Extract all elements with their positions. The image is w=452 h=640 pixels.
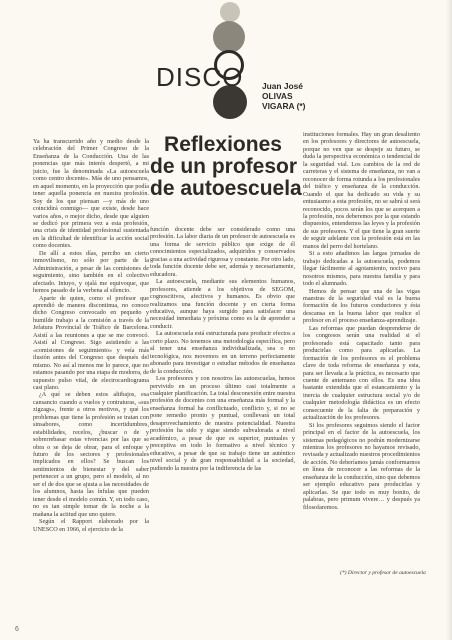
- article-column-1: [33, 138, 149, 533]
- paragraph: ¿A qué se deben estos altibajos, esa cansancio cuando a vuelos y contraturas, «sus zigzags», frente a otros motivos, y qué los problemas que tiene la profesión se tratan con sinsabores, como incertidumbres, estabilidades, recelos, ¿buscar o de y sobrerrebasar estas vivencias por las que se obra o se deja de obrar, para el enfoque y futuro de los sectores y profesionales implicados en ellos? Se buscan los sentimientos de bienestar y del saber pertenecer a un grupo, pero el modelo, al no ser el de dos que se ajusta a las necesidades de los alumnos, hasta las ínfulas que pueden tener desde el modelo común. Y, en todo caso, no es tan simple tomar de la noche a la mañana la actitud que uno quiere.: [33, 391, 149, 518]
- article-column-2: [150, 226, 295, 472]
- page-edge-shadow: [446, 0, 452, 640]
- paragraph: función docente debe ser considerado como una profesión. La labor diaria de un profesor de autoescuela es una forma de servicio público que exige de él conocimientos especializados, adquiridos y conservados gracias a una actividad rigurosa y constante. Por otro lado, toda función docente debe ser, además y necesariamente, educadora.: [150, 226, 295, 278]
- paragraph: Si a esto añadimos las largas jornadas de trabajo dedicadas a la autoescuela, podemos llegar fácilmente al agotamiento, nocivo para nosotros mismos, para nuestra familia y para todo el alumnado.: [303, 250, 420, 288]
- headline-line-3: de autoescuela: [150, 177, 302, 200]
- paragraph: De allí a estos días, percibo un cierto inmovilismo, no sólo por parte de la Administración, a pesar de las comisiones de seguimiento, sino también en el colectivo afectado. Intuyo, y ojalá me equivoque, que hemos pasado de la verbena al silencio.: [33, 249, 149, 295]
- paragraph: Ya ha transcurrido año y medio desde la celebración del Primer Congreso de la Enseñanza de la Conducción. Una de las ponencias que más interés despertó, a mi juicio, fue la denominada «La autoescuela como centro docente». Más de uno pensamos, en aquel momento, en la proyección que podía tener aquella ponencia en nuestra profesión. Soy de los que piensan —y más de uno coincidirá conmigo— que existe, desde hace varios años, o mejor dicho, desde que alguien se dedicó por primera vez a esta profesión, una crisis de identidad profesional sustentada en la dificultad de identificar la acción social como docentes.: [33, 138, 149, 250]
- paragraph: Los profesores y con nosotros las autoescuelas, hemos pervivido en un proceso último casi totalmente a cualquier planificación. La total desconexión entre nuestra profesión de docentes con una enseñanza más formal y la enseñanza formal ha conflictuado, conflicto y, si no se pone remedio pronto y puntual, conllevará un total desaprovechamiento de nuestra potencialidad. Nuestra profesión ha sido y sigue siendo subvalorada a nivel académico, a pesar de que es superior, puntuales y preceptiva en todo lo formativo a nivel técnico y educativo, a pesar de que su trabajo tiene un auténtico nivel social y de gran responsabilidad a la sociedad, pudiendo la nuestra por la indiferencia de las: [150, 375, 295, 472]
- author-byline: [262, 81, 305, 111]
- page-number: 6: [15, 626, 19, 633]
- paragraph: La autoescuela, mediante sus elementos humanos, profesores, atiende a los objetivos de SEGOM, cognoscitivos, afectivos y humanos. Es obvio que realizamos una función docente y en cierta forma educativa, aunque haya surgido para satisfacer una necesidad inmediata y próxima como es la de aprender a conducir.: [150, 278, 295, 330]
- author-first-name: Juan José: [262, 81, 303, 91]
- article-headline: [150, 133, 302, 226]
- paragraph: instituciones formales. Hay un gran desaliento en los profesores y directores de autoescuela, porque no ven que se despeje su futuro, se duda la perspectiva económica o tendencial de la seguridad vial. Los cambios de la red de carreteras y el sistema de enseñanza, no van a reconocer de forma rotunda a los profesionales del tráfico y enseñanza de la conducción. Cuando el que ha dedicado su vida y su entusiasmo a esta profesión, no se sabrá si será reconocido, pocos serán los que se acerquen a la profesión, nos deberemos por la que estando dispuestos, entendemos las leyes y la profesión de sus profesores. Y el que tiene la gran suerte de seguir adelante con la profesión está en las manos del perro del hortelano.: [303, 131, 420, 250]
- paragraph: Aparte de quien, como el profesor que aprendió de manera discontinua, no conoce dicho Congreso convocado en pequeño y humilde trabajo a la comisión a través de la Jefatura Provincial de Tráfico de Barcelona. Asistí a las reuniones a que se me convocó. Asistí al Congreso. Sigo asistiendo a las «comisiones de seguimiento» y veía más ilusión antes del Congreso que después del mismo. No así al menos me lo parece, que no estamos pasando por una etapa de modorra, de supuesto pulso vital, de electrocardiograma casi plano.: [33, 294, 149, 391]
- headline-line-2: de un profesor: [150, 155, 298, 178]
- paragraph: Hemos de pensar que una de las vigas maestras de la seguridad vial es la buena formación de los futuros conductores y ésta descansa en la buena labor que realice el profesor en el proceso enseñanza-aprendizaje.: [303, 287, 420, 325]
- paragraph: Si los profesores seguimos siendo el factor principal en el factor de la autoescuela, los sistemas pedagógicos no podrán modernizarse mientras los profesores no hayamos revisado, revisada y actualizado nuestros procedimientos de acción. No deberíamos jamás conformarnos en línea de reconocer a las reformas de la enseñanza de la conducción, sino que debemos ser ejemplo educativo para producirlas y aplicarlas. Se que todo es muy bonito, de palabras, pero primum vivere… y después ya filosofaremos.: [303, 421, 420, 511]
- paragraph: Las reformas que puedan desprenderse de los congresos serán una realidad si el profesorado está capacitado tanto para producirlas como para aplicarlas. La formación de los profesores es el problema clave de toda reforma de enseñanza y esta, para ser llevada a la práctica, es necesario que cuente de antemano con ellos. Es una idea bastante extendida que el estancamiento y la inercia de cualquier estructura social y/o de cualquier metodología didáctica es un efecto consecuente de la falta de preparación y actualización de los profesores.: [303, 324, 420, 422]
- section-logo: DISCO: [156, 62, 244, 92]
- author-surname-1: OLIVAS: [262, 91, 293, 101]
- article-column-3: [303, 131, 420, 511]
- logo-dot-light: [220, 2, 240, 22]
- author-footnote: (*) Director y profesor de autoescuela: [340, 570, 426, 576]
- author-surname-2: VIGARA (*): [262, 101, 306, 111]
- logo-dot-grey: [213, 21, 245, 53]
- paragraph: Según el Rapport elaborado por la UNESCO en 1966, el ejercicio de la: [33, 518, 149, 533]
- headline-line-1: Reflexiones: [164, 133, 282, 156]
- paragraph: La autoescuela está estructurada para producir efectos a corto plazo. No tenemos una metodología específica, pero al tener una enseñanza individualizada, sea o no tecnológica, nos movemos en un terreno perfectamente abonado para investigar o estudiar métodos de enseñanza de la conducción.: [150, 330, 295, 375]
